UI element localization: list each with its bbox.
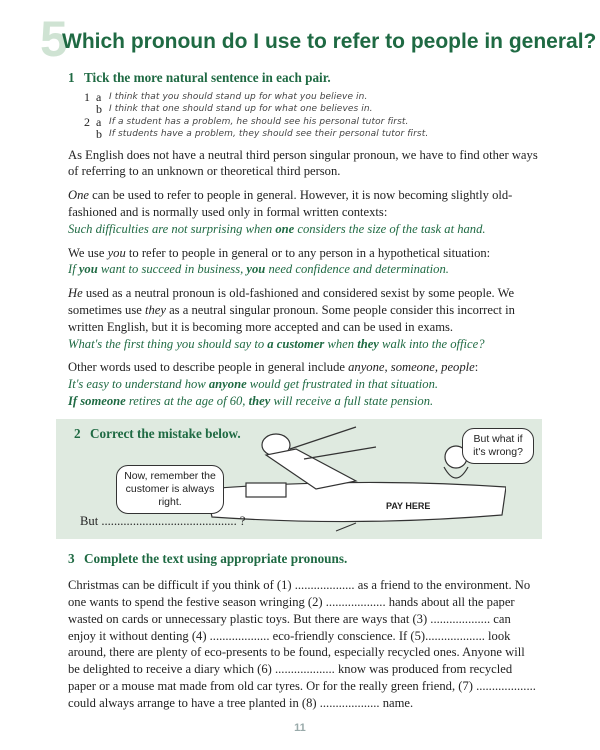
example-sentence — [68, 337, 485, 351]
assistant-body — [444, 467, 468, 478]
keyword: He — [68, 286, 83, 301]
other-paragraph — [68, 359, 538, 409]
pay-here-sign: PAY HERE — [386, 500, 431, 511]
gap-fill-text[interactable]: Christmas can be difficult if you think of (1) ................... as a friend to the environment. No one wants to spend the festive season wringing (2) ................... hands about all the paper wasted on cards or unnecessary plastic toys. But there are ways that (3) ................... can enjoy it without denting (4) ................... eco-friendly conscience. If (5)................... look around, there are plenty of eco-presents to be found, especially recycled ones. Anyone will be delighted to receive a diary which (6) ................... know was produced from recycled paper or a mouse mat made from old car tyres. Or for the really green friend, (7) ................... could always arrange to have a tree planted in (8) ................... name. — [68, 577, 536, 711]
one-paragraph — [68, 187, 538, 237]
example-text: walk into the office? — [378, 336, 485, 351]
example-bold: they — [357, 336, 379, 351]
section-2-title: Correct the mistake below. — [90, 425, 241, 441]
paragraph-text: to refer to people in general or to any person in a hypothetical situation: — [125, 245, 491, 260]
list-item[interactable] — [84, 128, 538, 140]
till — [246, 483, 286, 497]
example-text: Such difficulties are not surprising when — [68, 221, 276, 236]
example-sentence — [68, 262, 449, 276]
example-text: retires at the age of 60, — [125, 393, 249, 408]
you-paragraph — [68, 245, 538, 279]
list-item[interactable] — [84, 91, 538, 103]
item-letter: b — [96, 127, 102, 142]
he-paragraph — [68, 285, 538, 352]
item-number — [84, 128, 96, 140]
item-sentence: I think that one should stand up for what one believes in. — [109, 104, 373, 115]
section-1-number: 1 — [68, 70, 75, 85]
example-bold: anyone — [208, 377, 247, 392]
example-text: need confidence and determination. — [265, 262, 449, 277]
item-letter: b — [96, 102, 102, 117]
example-text: when — [324, 336, 358, 351]
item-sentence: I think that you should stand up for what you believe in. — [109, 92, 368, 102]
example-text: If — [68, 262, 79, 277]
unit-number: 5 — [40, 11, 68, 67]
item-number: 1 — [84, 90, 90, 104]
speech-bubble-right: But what if it's wrong? — [462, 428, 534, 464]
keyword: anyone, someone, people — [348, 360, 475, 375]
example-bold: you — [78, 262, 98, 277]
item-letter: a — [96, 114, 102, 129]
paragraph-text: : — [474, 360, 479, 375]
example-text: would get frustrated in that situation. — [246, 377, 439, 392]
example-bold: one — [275, 221, 295, 236]
example-sentence — [68, 394, 433, 408]
paragraph-text: used as a neutral pronoun is old-fashioned and considered sexist by some people. We sometimes use — [68, 286, 515, 317]
item-sentence: If a student has a problem, he should see his personal tutor first. — [109, 116, 409, 127]
keyword: One — [68, 188, 89, 203]
example-text: want to succeed in business, — [97, 262, 247, 277]
item-letter: a — [96, 90, 102, 104]
cartoon-panel — [56, 419, 542, 539]
section-1-title: Tick the more natural sentence in each pair. — [84, 70, 331, 85]
answer-line[interactable]: But ........................................... ? — [80, 513, 246, 528]
example-text: It's easy to understand how — [68, 377, 209, 392]
list-item[interactable] — [84, 103, 538, 115]
speech-bubble-left: Now, remember the customer is always right. — [116, 465, 224, 514]
paragraph-text: as a neutral singular pronoun. Some people consider this incorrect in written English, but it is becoming more accepted and can be used in exams. — [68, 303, 515, 334]
paragraph-text: We use — [68, 245, 108, 260]
section-1-heading — [68, 70, 538, 86]
example-text: considers the size of the task at hand. — [294, 221, 486, 236]
content — [68, 70, 538, 712]
cartoon-illustration — [206, 419, 506, 539]
paragraph-text: can be used to refer to people in general. However, it is now becoming slightly old-fashioned and is normally used only in formal written contexts: — [68, 188, 513, 220]
item-number — [84, 103, 96, 115]
page-title: Which pronoun do I use to refer to people in general? — [62, 30, 597, 53]
section-3-title: Complete the text using appropriate pronouns. — [84, 550, 348, 566]
pair-list — [84, 91, 538, 141]
example-text: What's the first thing you should say to — [68, 336, 268, 351]
keyword: they — [144, 303, 166, 317]
item-number: 2 — [84, 114, 90, 129]
keyword: you — [107, 245, 126, 260]
section-2-number: 2 — [74, 425, 81, 441]
example-bold: you — [246, 262, 266, 277]
example-bold: a customer — [267, 336, 325, 351]
intro-paragraph: As English does not have a neutral third person singular pronoun, we have to find other ways of referring to an unknown or theoretical third person. — [68, 147, 538, 179]
example-bold: they — [248, 393, 271, 408]
example-text: will receive a full state pension. — [270, 393, 434, 408]
page-number: 11 — [294, 722, 306, 734]
sign-pointer — [336, 523, 356, 531]
section-3-number: 3 — [68, 550, 75, 566]
example-bold: If someone — [68, 393, 126, 408]
example-sentence — [68, 222, 486, 236]
section-3-heading — [68, 551, 538, 567]
example-sentence — [68, 377, 438, 391]
paragraph-text: Other words used to describe people in general include — [68, 360, 349, 375]
item-sentence: If students have a problem, they should see their personal tutor first. — [109, 129, 429, 140]
list-item[interactable] — [84, 116, 538, 128]
